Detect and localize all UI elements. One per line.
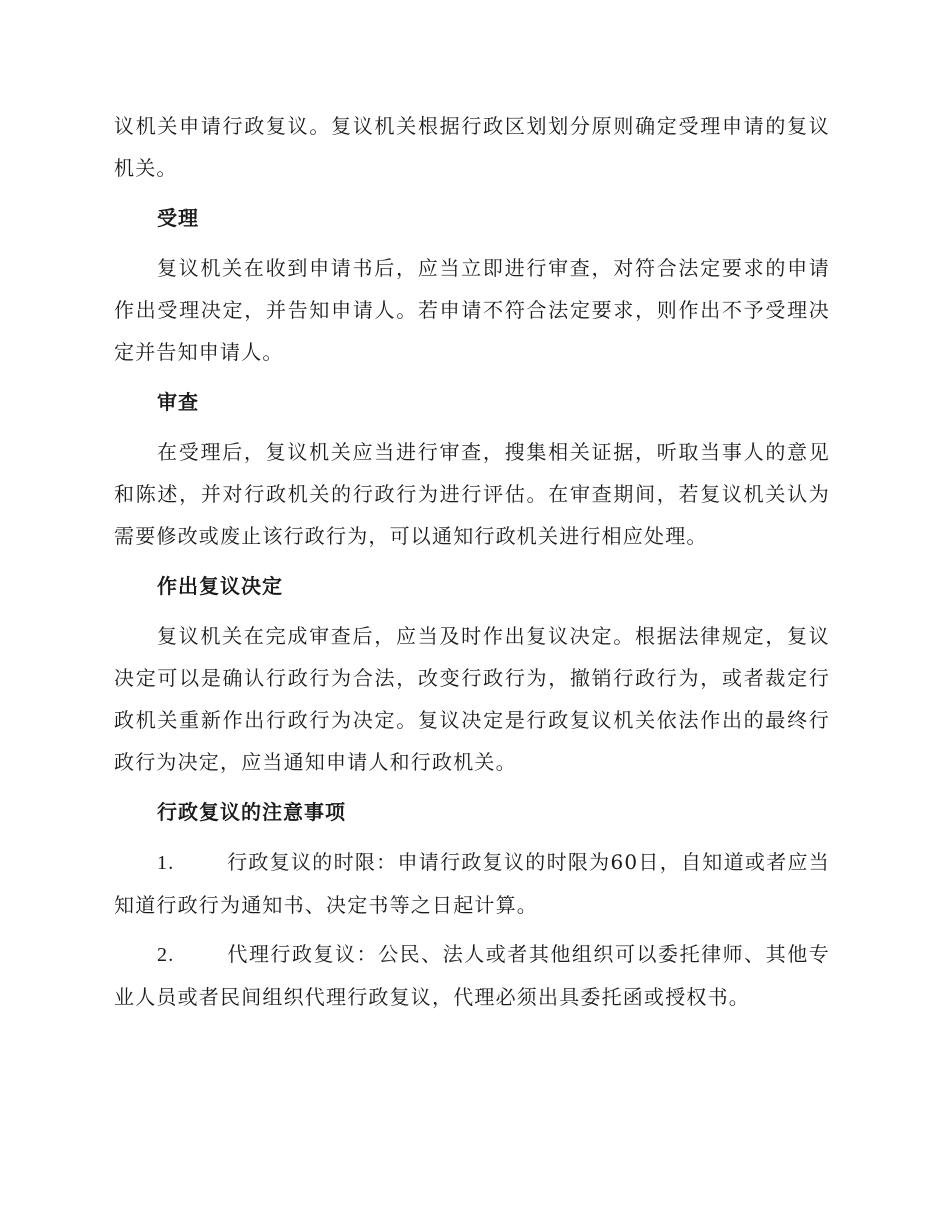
note-text-1: 行政复议的时限：申请行政复议的时限为60日，自知道或者应当知道行政行为通知书、决定书等之日起计算。 xyxy=(114,850,830,917)
section-body-decision: 复议机关在完成审查后，应当及时作出复议决定。根据法律规定，复议决定可以是确认行政行为合法，改变行政行为，撤销行政行为，或者裁定行政机关重新作出行政行为决定。复议决定是行政复议机关依法作出的最终行政行为决定，应当通知申请人和行政机关。 xyxy=(114,624,830,774)
section-heading-review: 审查 xyxy=(157,390,199,414)
note-item-2 xyxy=(114,933,830,1018)
section-body-review: 在受理后，复议机关应当进行审查，搜集相关证据，听取当事人的意见和陈述，并对行政机关的行政行为进行评估。在审查期间，若复议机关认为需要修改或废止该行政行为，可以通知行政机关进行相应处理。 xyxy=(114,440,830,548)
notes-heading: 行政复议的注意事项 xyxy=(157,800,346,824)
intro-paragraph: 议机关申请行政复议。复议机关根据行政区划划分原则确定受理申请的复议机关。 xyxy=(114,114,830,180)
note-number-1: 1. xyxy=(157,852,175,874)
note-number-2: 2. xyxy=(157,944,175,966)
section-heading-accept: 受理 xyxy=(157,206,199,230)
section-body-accept: 复议机关在收到申请书后，应当立即进行审查，对符合法定要求的申请作出受理决定，并告知申请人。若申请不符合法定要求，则作出不予受理决定并告知申请人。 xyxy=(114,256,830,364)
section-heading-decision: 作出复议决定 xyxy=(157,574,283,598)
note-text-2: 代理行政复议：公民、法人或者其他组织可以委托律师、其他专业人员或者民间组织代理行政复议，代理必须出具委托函或授权书。 xyxy=(114,942,830,1009)
note-item-1 xyxy=(114,841,830,926)
